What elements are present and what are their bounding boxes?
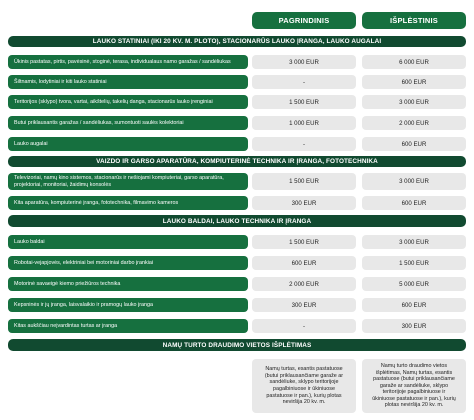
- extended-value: 1 500 EUR: [362, 256, 466, 270]
- extended-value: 3 000 EUR: [362, 95, 466, 109]
- row-label: Televizoriai, namų kino sistemos, stacionarūs ir nešiojami kompiuteriai, garso aparatūra, projektoriai, monitoriai, žaidimų konsolės: [8, 173, 248, 190]
- section-header-location-extension: NAMŲ TURTO DRAUDIMO VIETOS IŠPLĖTIMAS: [8, 339, 466, 351]
- table-row: [8, 256, 466, 270]
- row-label: Kepsninės ir jų įranga, laisvalaikio ir pramogų lauko įranga: [8, 298, 248, 312]
- row-label: Ūkinis pastatas, pirtis, pavėsinė, stoginė, terasa, individualaus namo garažas / sandėliukas: [8, 55, 248, 69]
- extended-value: 600 EUR: [362, 75, 466, 89]
- row-label: Butui priklausantis garažas / sandėliukas, sumontuoti saulės kolektoriai: [8, 116, 248, 130]
- table-row: [8, 319, 466, 333]
- section-header-outdoor-buildings: LAUKO STATINIAI (IKI 20 KV. M. PLOTO), STACIONARŪS LAUKO ĮRANGA, LAUKO AUGALAI: [8, 36, 466, 47]
- table-row: [8, 173, 466, 190]
- table-row: [8, 298, 466, 312]
- basic-value: 2 000 EUR: [252, 277, 356, 291]
- section-header-outdoor-furniture: LAUKO BALDAI, LAUKO TECHNIKA IR ĮRANGA: [8, 215, 466, 227]
- table-row: [8, 277, 466, 291]
- row-label: Robotai-vejapjovės, elektriniai bei motoriniai darbo įrankiai: [8, 256, 248, 270]
- basic-value: -: [252, 137, 356, 151]
- extended-value: 5 000 EUR: [362, 277, 466, 291]
- basic-value: 1 000 EUR: [252, 116, 356, 130]
- plan-header-basic: PAGRINDINIS: [252, 12, 356, 29]
- row-label: Lauko augalai: [8, 137, 248, 151]
- extended-value: 3 000 EUR: [362, 235, 466, 249]
- note-basic: Namų turtas, esantis pastatuose (butui priklausančiame garaže ar sandėliuke, sklypo teritorijoje pagalbiniuose ir ūkiniuose pastatuose ir pan.), kurių plotas neviršija 20 kv. m.: [252, 359, 356, 413]
- extended-value: 600 EUR: [362, 298, 466, 312]
- row-label: Kitas aukščiau neįvardintas turtas ar įranga: [8, 319, 248, 333]
- extended-value: 2 000 EUR: [362, 116, 466, 130]
- extended-value: 600 EUR: [362, 137, 466, 151]
- table-row: [8, 196, 466, 210]
- table-row: [8, 95, 466, 109]
- note-extended: Namų turto draudimo vietos išplėtimas, Namų turtas, esantis pastatuose (butui priklausančiame garaže ar sandėliuke, sklypo teritorijoje pagalbiniuose ir ūkiniuose pastatuose ir pan.), kurių plotas neviršija 20 kv. m.: [362, 359, 466, 413]
- basic-value: 300 EUR: [252, 298, 356, 312]
- table-row: [8, 55, 466, 69]
- row-label: Teritorijos (sklypo) tvora, vartai, aikštelių, takelių danga, stacionarūs lauko įrenginiai: [8, 95, 248, 109]
- row-label: Šiltnamis, lodytiniai ir kiti lauko statiniai: [8, 75, 248, 89]
- basic-value: 3 000 EUR: [252, 55, 356, 69]
- basic-value: -: [252, 75, 356, 89]
- table-row: [8, 75, 466, 89]
- extended-value: 6 000 EUR: [362, 55, 466, 69]
- basic-value: 1 500 EUR: [252, 235, 356, 249]
- table-row: [8, 235, 466, 249]
- basic-value: 1 500 EUR: [252, 173, 356, 190]
- basic-value: -: [252, 319, 356, 333]
- basic-value: 300 EUR: [252, 196, 356, 210]
- table-row: [8, 137, 466, 151]
- row-label: Kita aparatūra, kompiuterinė įranga, fototechnika, filmavimo kameros: [8, 196, 248, 210]
- extended-value: 600 EUR: [362, 196, 466, 210]
- basic-value: 1 500 EUR: [252, 95, 356, 109]
- row-label: Motorinė savaeigė kiemo priežiūros technika: [8, 277, 248, 291]
- section-header-electronics: VAIZDO IR GARSO APARATŪRA, KOMPIUTERINĖ TECHNIKA IR ĮRANGA, FOTOTECHNIKA: [8, 156, 466, 167]
- row-label: Lauko baldai: [8, 235, 248, 249]
- table-row: [8, 116, 466, 130]
- plan-header-extended: IŠPLĖSTINIS: [362, 12, 466, 29]
- basic-value: 600 EUR: [252, 256, 356, 270]
- extended-value: 3 000 EUR: [362, 173, 466, 190]
- extended-value: 300 EUR: [362, 319, 466, 333]
